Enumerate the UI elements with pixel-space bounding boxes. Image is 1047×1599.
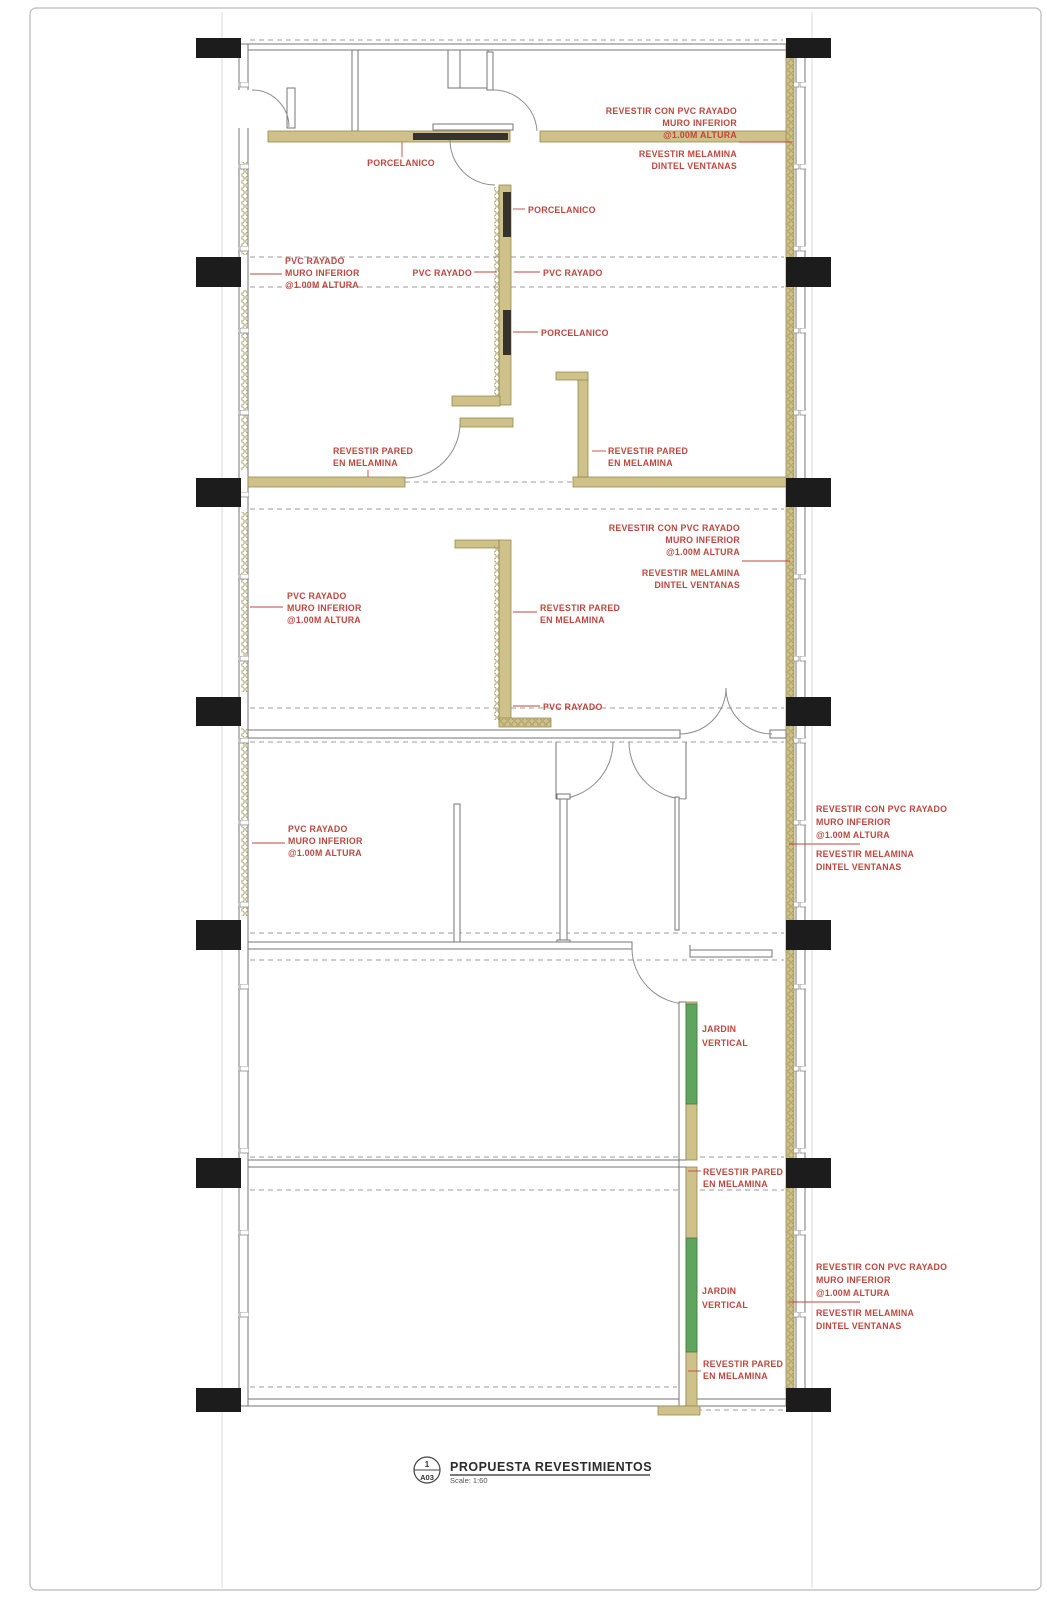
annotation-text: JARDIN [702, 1286, 737, 1296]
annotation-text: DINTEL VENTANAS [816, 862, 902, 872]
structural-grid-lines [222, 12, 812, 1588]
dividing-wall [690, 950, 772, 957]
partition-wall [675, 797, 679, 930]
melamine-face [679, 1167, 686, 1406]
label-revestir-pared-2 [608, 446, 688, 468]
melamine-face [679, 1002, 686, 1160]
annotation-text: JARDIN [702, 1024, 737, 1034]
annotation-text: @1.00M ALTURA [816, 830, 890, 840]
annotation-text: EN MELAMINA [703, 1179, 768, 1189]
annotation-text: MURO INFERIOR [662, 118, 737, 128]
door-leaf [487, 52, 493, 90]
annotation-text: MURO INFERIOR [288, 836, 363, 846]
annotation-text: REVESTIR PARED [540, 603, 621, 613]
vertical-garden-strip [686, 1238, 697, 1352]
annotation-text: EN MELAMINA [608, 458, 673, 468]
annotation-text: REVESTIR PARED [608, 446, 689, 456]
label-revestir-pvc-mid-right [609, 523, 741, 590]
annotation-text: REVESTIR PARED [333, 446, 414, 456]
annotation-text: EN MELAMINA [703, 1371, 768, 1381]
annotation-text: DINTEL VENTANAS [654, 580, 740, 590]
annotation-labels [285, 106, 947, 1381]
label-jardin-vertical-1 [702, 1024, 748, 1048]
detail-number: 1 [424, 1460, 430, 1469]
clad-wall [455, 540, 499, 548]
wall-hatch [494, 187, 500, 403]
annotation-text: DINTEL VENTANAS [651, 161, 737, 171]
annotation-text: MURO INFERIOR [816, 1275, 891, 1285]
clad-wall [452, 396, 500, 406]
label-porcelanico-1: PORCELANICO [367, 158, 435, 168]
door-opening [238, 90, 249, 128]
annotation-text: REVESTIR CON PVC RAYADO [608, 523, 740, 533]
scale-note: Scale: 1:60 [450, 1476, 488, 1485]
double-door-arc [726, 688, 772, 734]
clad-wall [248, 477, 405, 487]
label-porcelanico-2: PORCELANICO [528, 205, 596, 215]
dividing-wall [248, 942, 632, 949]
label-revestir-pvc-bottom-right [816, 1262, 947, 1331]
label-pvc-rayado-left-2 [287, 591, 362, 625]
porcelain-strip [503, 192, 511, 237]
clad-wall-vertical [499, 540, 511, 725]
annotation-text: EN MELAMINA [333, 458, 398, 468]
door-arc [405, 424, 460, 478]
garden-wall [248, 1002, 700, 1415]
label-revestir-pared-4 [703, 1167, 783, 1189]
annotation-text: REVESTIR CON PVC RAYADO [816, 1262, 948, 1272]
annotation-text: @1.00M ALTURA [666, 547, 740, 557]
annotation-text: REVESTIR MELAMINA [816, 849, 915, 859]
annotation-text: @1.00M ALTURA [816, 1288, 890, 1298]
clad-wall [573, 477, 786, 487]
annotation-text: REVESTIR PARED [703, 1359, 784, 1369]
dividing-wall [248, 1160, 679, 1167]
annotation-text: DINTEL VENTANAS [816, 1321, 902, 1331]
door-arc [450, 140, 495, 185]
annotation-text: MURO INFERIOR [816, 817, 891, 827]
label-pvc-rayado-center-left: PVC RAYADO [412, 268, 472, 278]
label-jardin-vertical-2 [702, 1286, 748, 1310]
dividing-wall [770, 730, 786, 738]
annotation-text: VERTICAL [702, 1300, 748, 1310]
annotation-text: VERTICAL [702, 1038, 748, 1048]
annotation-text: @1.00M ALTURA [285, 280, 359, 290]
door-arc [632, 948, 688, 1004]
label-revestir-pared-3 [540, 603, 620, 625]
annotation-text: PVC RAYADO [287, 591, 347, 601]
label-pvc-rayado-left-1 [285, 256, 360, 290]
wall-hatch [499, 719, 551, 726]
clad-wall [460, 418, 513, 427]
label-revestir-pared-1 [333, 446, 413, 468]
annotation-leaders [250, 142, 860, 1371]
vertical-garden-strip [686, 1004, 697, 1104]
annotation-text: REVESTIR CON PVC RAYADO [816, 804, 948, 814]
clad-wall [658, 1406, 700, 1415]
annotation-text: MURO INFERIOR [665, 535, 740, 545]
double-door-arc [680, 688, 726, 734]
partition-wall [352, 50, 358, 131]
top-wall [241, 44, 786, 50]
annotation-text: PVC RAYADO [288, 824, 348, 834]
annotation-text: EN MELAMINA [540, 615, 605, 625]
label-pvc-rayado-left-3 [288, 824, 363, 858]
annotation-text: PVC RAYADO [285, 256, 345, 266]
annotation-text: REVESTIR MELAMINA [816, 1308, 915, 1318]
annotation-text: REVESTIR MELAMINA [641, 568, 740, 578]
dividing-wall [248, 730, 680, 738]
porcelain-strip [503, 310, 511, 355]
title-block [414, 1457, 652, 1485]
clad-wall-vertical [578, 378, 588, 477]
annotation-text: @1.00M ALTURA [288, 848, 362, 858]
interior-walls-section2 [455, 540, 551, 727]
interior-walls-divider3 [248, 942, 772, 1004]
interior-walls-mid [248, 372, 786, 487]
label-pvc-rayado-corner: PVC RAYADO [543, 702, 603, 712]
annotation-text: @1.00M ALTURA [663, 130, 737, 140]
label-pvc-rayado-center-right: PVC RAYADO [543, 268, 603, 278]
door-arc [252, 90, 289, 127]
clad-wall [556, 372, 588, 380]
porcelain-strip [413, 133, 508, 140]
door-arc [556, 742, 613, 799]
annotation-text: @1.00M ALTURA [287, 615, 361, 625]
annotation-text: MURO INFERIOR [285, 268, 360, 278]
door-arc [629, 742, 686, 799]
sheet-reference: A03 [420, 1473, 434, 1482]
partition-cap [557, 794, 570, 799]
closet [448, 50, 493, 90]
drawing-title: PROPUESTA REVESTIMIENTOS [450, 1460, 653, 1474]
annotation-text: REVESTIR MELAMINA [638, 149, 737, 159]
label-revestir-pared-5 [703, 1359, 783, 1381]
annotation-text: MURO INFERIOR [287, 603, 362, 613]
partition-wall [560, 797, 567, 942]
bottom-wall [241, 1399, 786, 1406]
partition-wall [454, 804, 460, 942]
annotation-text: REVESTIR PARED [703, 1167, 784, 1177]
page-border [30, 8, 1041, 1590]
partition-wall [433, 124, 513, 130]
label-revestir-pvc-lower-right [816, 804, 947, 872]
annotation-text: REVESTIR CON PVC RAYADO [605, 106, 737, 116]
label-porcelanico-3: PORCELANICO [541, 328, 609, 338]
wall-hatch [494, 545, 500, 720]
